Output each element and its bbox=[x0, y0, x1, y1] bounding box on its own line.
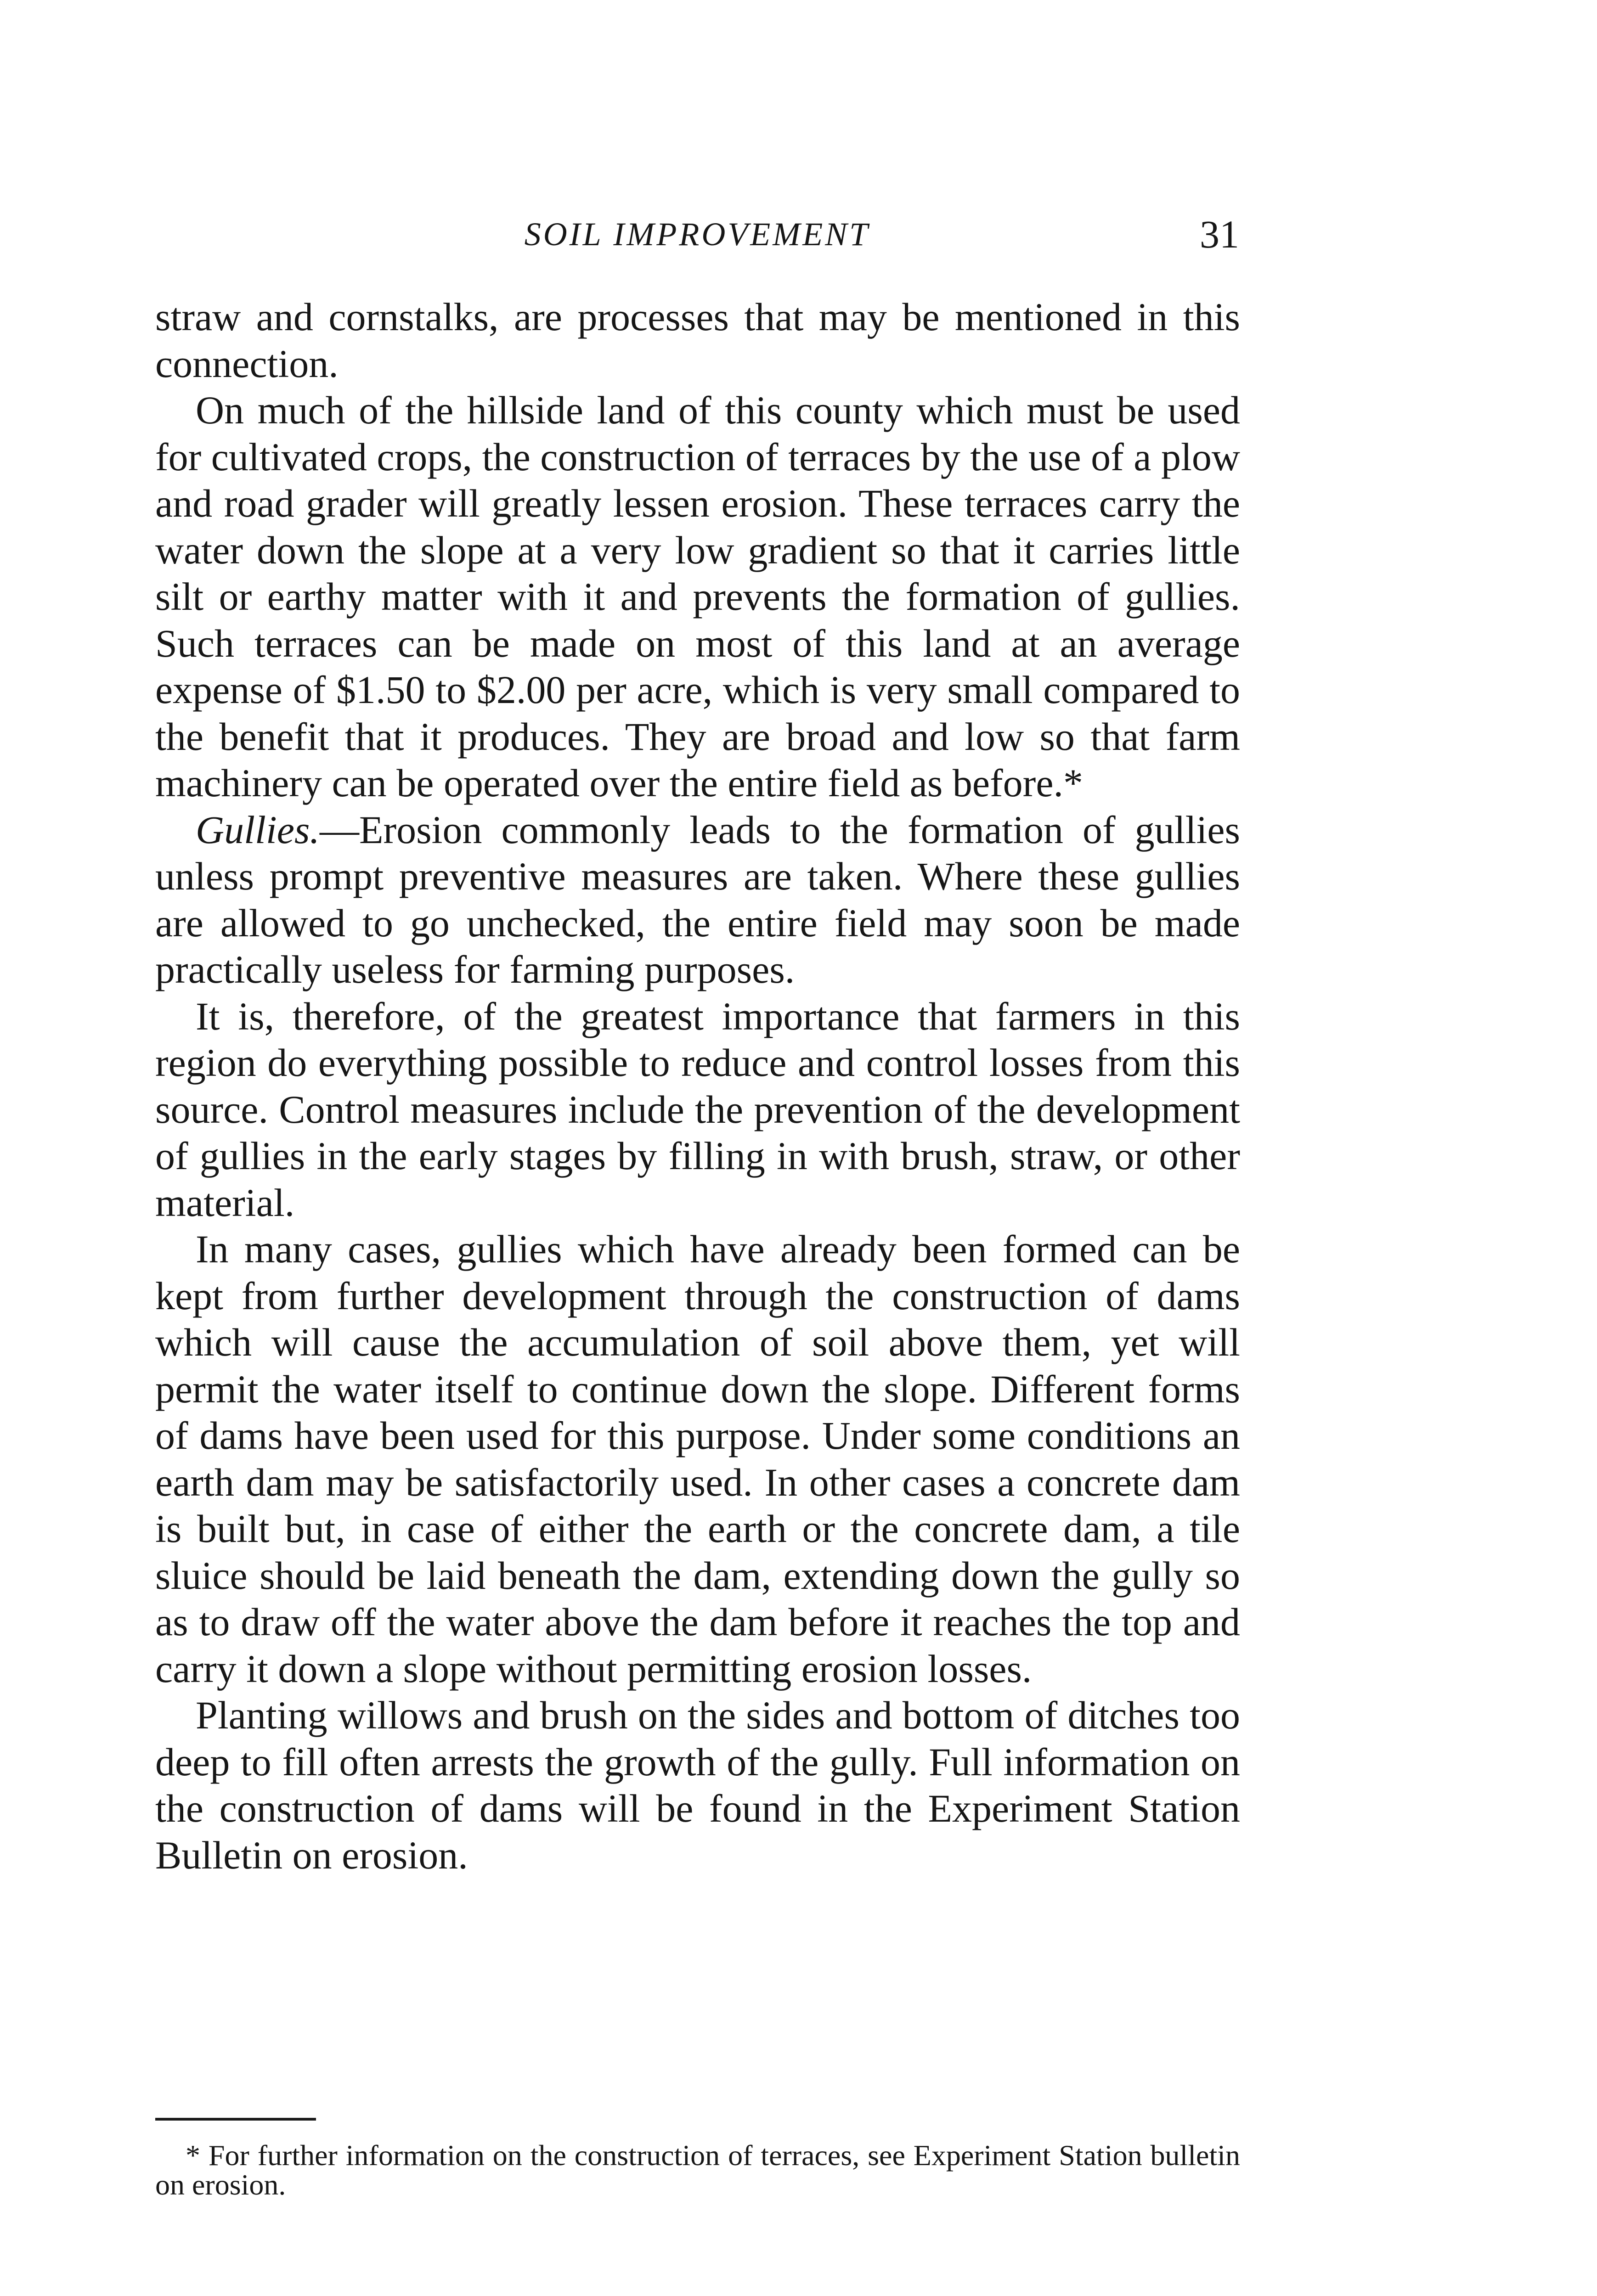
paragraph-gullies bbox=[155, 807, 1240, 993]
page-number: 31 bbox=[1200, 212, 1239, 256]
paragraph-control-measures: It is, therefore, of the greatest importance that farmers in this region do everything possible to reduce and control losses from this source. Control measures include the prevention of the development of gullies in the early stages by filling in with brush, straw, or other material. bbox=[155, 994, 1240, 1225]
paragraph-continuation: straw and cornstalks, are processes that may be mentioned in this connection. bbox=[155, 295, 1240, 386]
body-text bbox=[155, 294, 1240, 1879]
running-title: SOIL IMPROVEMENT bbox=[524, 216, 870, 253]
paragraph-dams: In many cases, gullies which have already been formed can be kept from further development through the construction of dams which will cause the accumulation of soil above them, yet will permit the water itself to continue down the slope. Different forms of dams have been used for this purpose. Under some conditions an earth dam may be satisfactorily used. In other cases a concrete dam is built but, in case of either the earth or the concrete dam, a tile sluice should be laid beneath the dam, extending down the gully so as to draw off the water above the dam before it reaches the top and carry it down a slope without permitting erosion losses. bbox=[155, 1227, 1240, 1691]
paragraph-gullies-text: —Erosion commonly leads to the formation of gullies unless prompt preventive measures are taken. Where these gullies are allowed to go unchecked, the entire field may soon be made practically useless for farming purposes. bbox=[155, 807, 1240, 991]
run-in-heading-gullies: Gullies. bbox=[196, 807, 320, 852]
paragraph-planting-willows: Planting willows and brush on the sides and bottom of ditches too deep to fill often arrests the growth of the gully. Full information on the construction of dams will be found in the Experiment Station Bulletin on erosion. bbox=[155, 1693, 1240, 1877]
footnote: * For further information on the construction of terraces, see Experiment Station bulletin on erosion. bbox=[155, 2139, 1240, 2201]
running-head bbox=[155, 209, 1239, 259]
paragraph-terraces: On much of the hillside land of this county which must be used for cultivated crops, the construction of terraces by the use of a plow and road grader will greatly lessen erosion. These terraces carry the water down the slope at a very low gradient so that it carries little silt or earthy matter with it and prevents the formation of gullies. Such terraces can be made on most of this land at an average expense of $1.50 to $2.00 per acre, which is very small compared to the benefit that it produces. They are broad and low so that farm machinery can be operated over the entire field as before.* bbox=[155, 388, 1240, 805]
footnote-rule bbox=[155, 2118, 316, 2121]
